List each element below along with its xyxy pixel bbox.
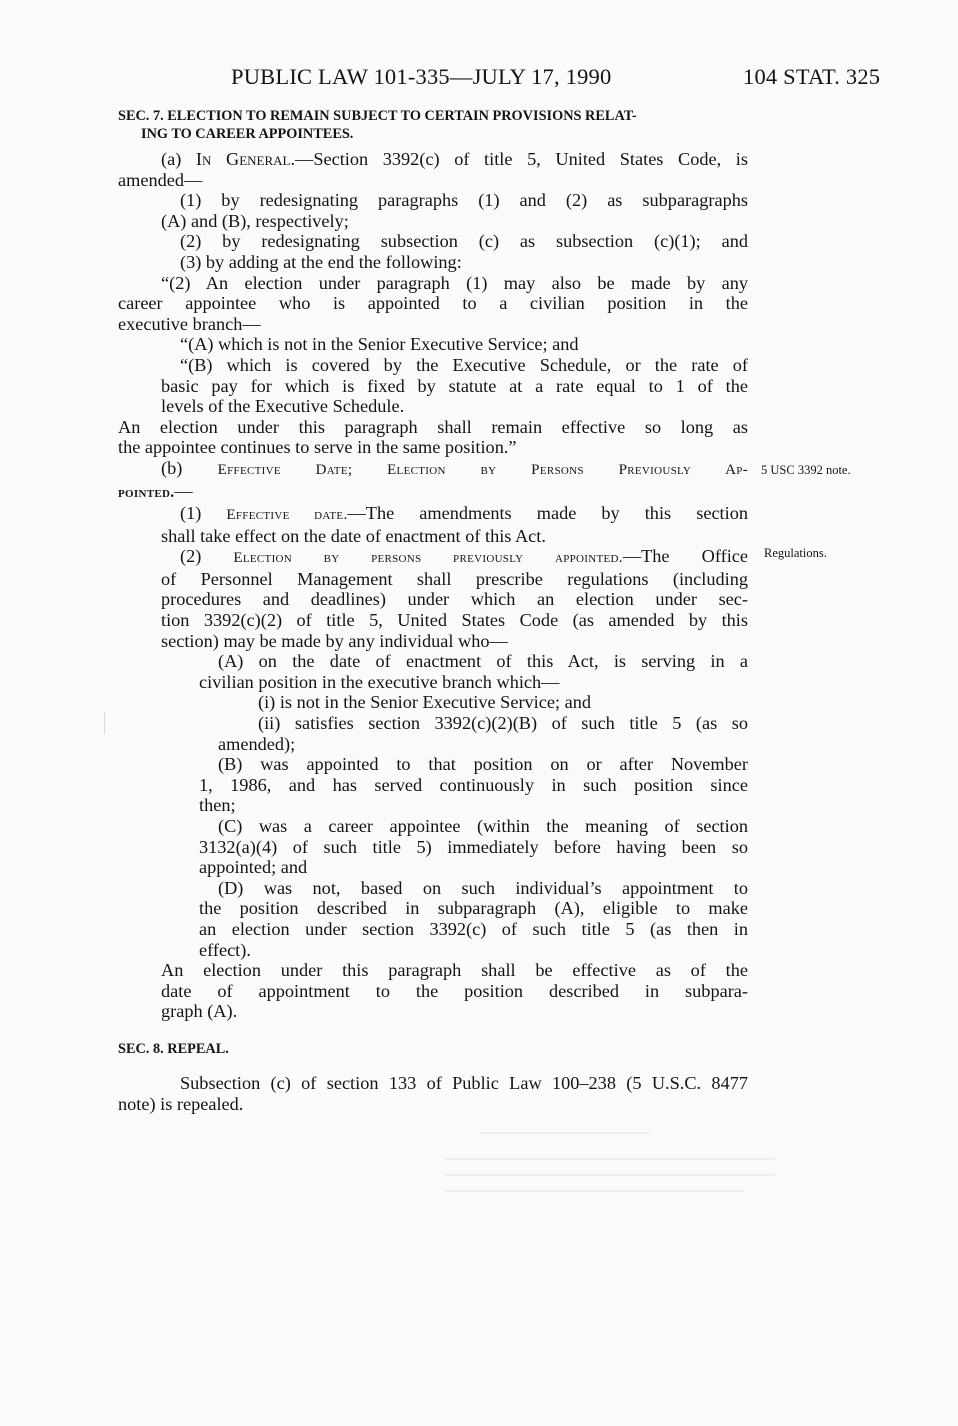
text-line: (D) was not, based on such individual’s appointment to xyxy=(218,877,748,898)
paragraph-b1-heading: Effective date. xyxy=(226,507,348,524)
text-line: amended— xyxy=(118,169,203,190)
running-head-title: PUBLIC LAW 101-335—JULY 17, 1990 xyxy=(231,64,612,89)
text-line: procedures and deadlines) under which an election under sec- xyxy=(161,589,748,610)
running-head-stat-page: 104 STAT. 325 xyxy=(743,64,881,89)
text-line: amended); xyxy=(218,733,296,754)
text-line: civilian position in the executive branch which— xyxy=(199,671,560,692)
text-line: (ii) satisfies section 3392(c)(2)(B) of such title 5 (as so xyxy=(258,713,748,734)
text-line: (1) by redesignating paragraphs (1) and (2) as subparagraphs xyxy=(180,190,748,211)
section-7-heading-line-1: SEC. 7. ELECTION TO REMAIN SUBJECT TO CERTAIN PROVISIONS RELAT- xyxy=(118,108,637,124)
text-line: of Personnel Management shall prescribe regulations (including xyxy=(161,568,748,589)
subsection-a-line: (a) In General.—Section 3392(c) of title 5, United States Code, is xyxy=(161,149,748,169)
text-line: the position described in subparagraph (A), eligible to make xyxy=(199,898,748,919)
text-line: tion 3392(c)(2) of title 5, United States Code (as amended by this xyxy=(161,610,748,631)
text-line: then; xyxy=(199,795,236,816)
text-line: (2) by redesignating subsection (c) as subsection (c)(1); and xyxy=(180,231,748,252)
text-line: appointed; and xyxy=(199,857,308,878)
text-line: career appointee who is appointed to a civilian position in the xyxy=(118,293,748,314)
bleed-through xyxy=(445,1158,775,1160)
text-line: An election under this paragraph shall remain effective so long as xyxy=(118,416,748,437)
text-line: shall take effect on the date of enactment of this Act. xyxy=(161,525,546,546)
section-8-heading: SEC. 8. REPEAL. xyxy=(118,1040,229,1057)
text-line: (B) was appointed to that position on or after November xyxy=(218,754,748,775)
text-line: (3) by adding at the end the following: xyxy=(180,251,462,272)
paragraph-b2-heading: Election by persons previously appointed. xyxy=(233,550,623,567)
bleed-through xyxy=(480,1132,650,1134)
subsection-a-heading: In General. xyxy=(195,149,296,169)
text-line: note) is repealed. xyxy=(118,1094,244,1115)
text-line: (C) was a career appointee (within the meaning of section xyxy=(218,816,748,836)
text-line: the appointee continues to serve in the same position.” xyxy=(118,437,517,458)
bleed-through xyxy=(445,1174,775,1176)
text-line: Subsection (c) of section 133 of Public Law 100–238 (5 U.S.C. 8477 xyxy=(180,1073,748,1094)
subsection-b-heading: Effective Date; Election by Persons Previously Ap- xyxy=(217,461,748,478)
text-line: (A) and (B), respectively; xyxy=(161,210,349,231)
text-line: levels of the Executive Schedule. xyxy=(161,396,405,417)
text-line: (A) on the date of enactment of this Act, is serving in a xyxy=(218,651,748,672)
text-line: 3132(a)(4) of such title 5) immediately before having been so xyxy=(199,836,748,857)
margin-note-regulations: Regulations. xyxy=(764,546,827,560)
text-line: an election under section 3392(c) of such title 5 (as then in xyxy=(199,918,748,939)
text-line: graph (A). xyxy=(161,1001,238,1022)
paragraph-b2-line: (2) Election by persons previously appointed.—The Office xyxy=(180,546,749,567)
text-line: An election under this paragraph shall be effective as of the xyxy=(161,960,748,981)
paragraph-b1-line: (1) Effective date.—The amendments made by this section xyxy=(180,503,748,524)
bleed-through xyxy=(445,1190,745,1192)
text-line: effect). xyxy=(199,939,251,960)
body-text xyxy=(118,108,748,1115)
margin-note-usc: 5 USC 3392 note. xyxy=(761,463,851,477)
subsection-b-line: (b) Effective Date; Election by Persons Previously Ap- xyxy=(161,457,748,478)
text-line: (i) is not in the Senior Executive Service; and xyxy=(258,692,592,713)
text-line: executive branch— xyxy=(118,313,261,334)
text-line: date of appointment to the position described in subpara- xyxy=(161,980,748,1001)
text-line: “(2) An election under paragraph (1) may also be made by any xyxy=(161,272,748,293)
text-line: section) may be made by any individual who— xyxy=(161,630,508,651)
section-7-heading-line-2: ING TO CAREER APPOINTEES. xyxy=(141,125,354,142)
scan-mark xyxy=(104,712,105,734)
text-line: 1, 1986, and has served continuously in such position since xyxy=(199,774,748,795)
text-line: basic pay for which is fixed by statute at a rate equal to 1 of the xyxy=(161,375,748,396)
text-line: pointed.— xyxy=(118,480,193,501)
text-line: “(A) which is not in the Senior Executive Service; and xyxy=(180,334,579,355)
text-line: “(B) which is covered by the Executive Schedule, or the rate of xyxy=(180,354,748,375)
